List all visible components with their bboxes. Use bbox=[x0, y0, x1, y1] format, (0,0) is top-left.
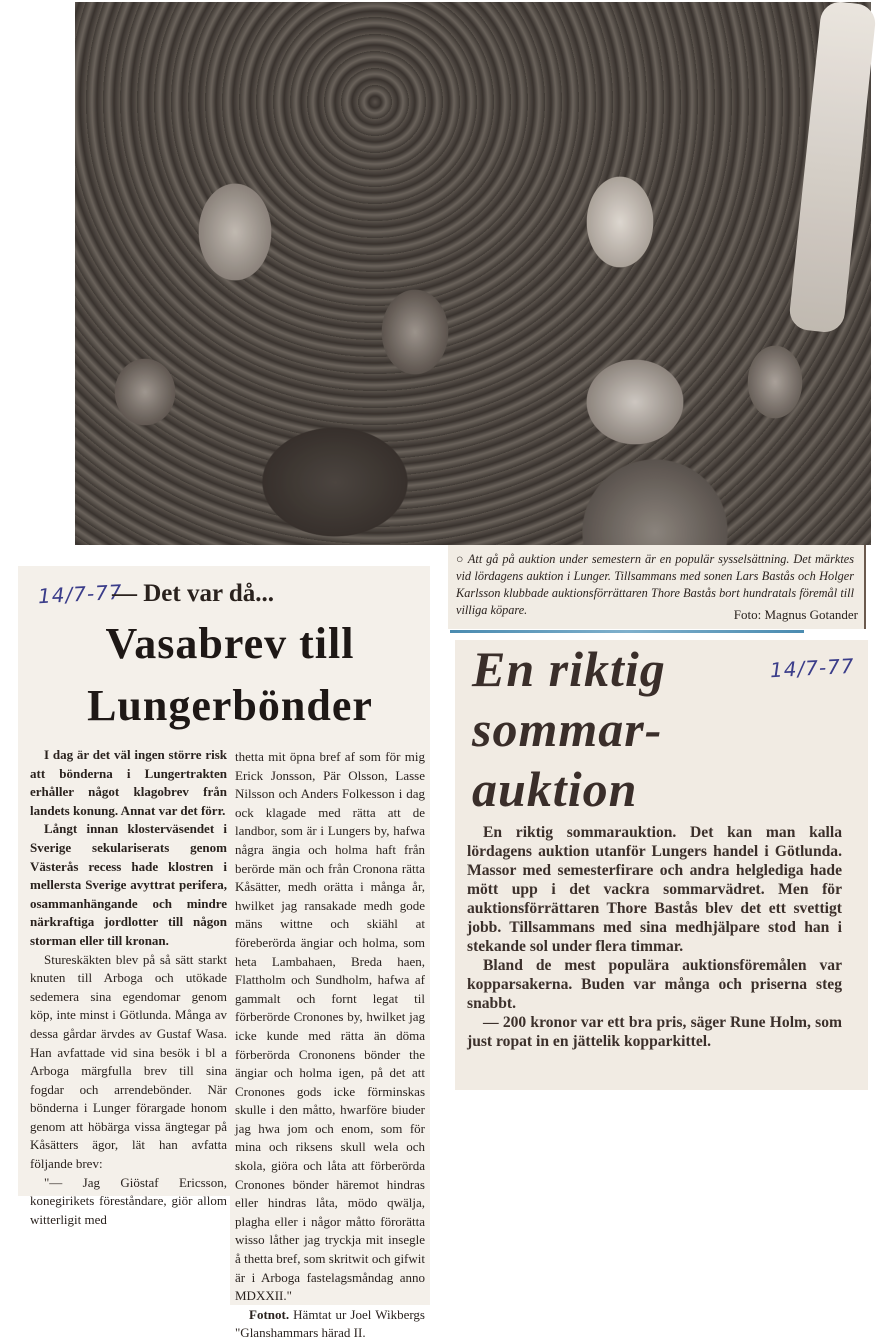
handwritten-date: 14/7-77 bbox=[769, 653, 856, 683]
headline-line-2: Lungerbönder bbox=[87, 681, 373, 730]
paragraph: En riktig sommarauktion. Det kan man kalla lördagens auktion utanför Lungers handel i Götlunda. Massor med semesterfirare och andra helglediga hade mött upp i det vackra sommarvädret. Men för auktionsförrättaren Thore Bastås blev det ett svettigt jobb. Tillsammans med sina medhjälpare stod han i stekande sol under flera timmar. bbox=[467, 824, 842, 955]
paragraph: thetta mit öpna bref af som för mig Erick Jonsson, Pär Olsson, Lasse Nilsson och Anders Folkesson i dag ock klagade med rätta att de landbor, som är i Lungers by, hafwa några ängia och holma haft från berörde män och från Cronona rätta Kåsätter, medh orätta i många år, hwilket jag ransakade medh gode mäns wittne och skiähl at föreberörda ängiar och holma, som heta Lambahaen, Breda haen, Flattholm och Sundholm, hafwa af gammalt och fornt legat til förberörde Cronones by, hwilket jag icke kunde med rätta än döma förberörda Crononens bönder the ängiar och holma igen, på det att Cronones gods icke förminskas skulle i den måtto, hwarföre biuder jag hwa jom och enom, som för mina och riksens skull wela och skola, giöra och låta att förberörda Cronones bönder häremot hindras eller hindras låta, mödo qwälja, plagha eller i någor måtto förorätta wisso låther jag tryckja mit insegle å thetta bref, som skritwit och gifwit är i Arboga fastelagsmåndag anno MDXXII." bbox=[235, 749, 425, 1304]
footnote: Hämtat ur Joel Wikbergs "Glanshammars härad II. bbox=[235, 1306, 425, 1341]
divider bbox=[450, 630, 804, 633]
article-body bbox=[467, 823, 842, 1051]
paragraph: I dag är det väl ingen större risk att bönderna i Lungertrakten erhåller något klagobrev från landets konung. Annat var det förr. bbox=[30, 747, 227, 818]
auction-photo bbox=[75, 2, 871, 545]
article-column-1 bbox=[30, 746, 227, 1229]
paragraph: Stureskäkten blev på så sätt starkt knuten till Arboga och utökade sedemera sina egendomar genom köp, inte minst i Götlunda. Många av dessa gårdar ärvdes av Gustaf Wasa. Han avfattade vid sina besök i bl a Arboga märgfulla brev till sina fogdar och arrendebönder. När bönderna i Lunger förargade honom genom att höbärga vissa ängtegar på Kåsätters ägor, lät han avfatta följande brev: bbox=[30, 951, 227, 1172]
paragraph: — 200 kronor var ett bra pris, säger Rune Holm, som just ropat in en jättelik kopparkittel. bbox=[467, 1014, 842, 1050]
caption-text: Att gå på auktion under semestern är en populär sysselsättning. Det märktes vid lördagens auktion i Lunger. Tillsammans med sonen Lars Bastås och Holger Karlsson klubbade auktionsförrättaren Thore Bastås bort hundratals föremål till villiga köpare. bbox=[456, 552, 854, 617]
photo-credit: Foto: Magnus Gotander bbox=[733, 607, 858, 622]
headline-line-1: Vasabrev till bbox=[105, 619, 355, 668]
headline-line-1: En riktig bbox=[472, 641, 666, 697]
photo-caption bbox=[448, 545, 866, 629]
article-kicker: — Det var då... bbox=[112, 580, 275, 607]
raised-arm bbox=[788, 0, 877, 334]
paragraph: Långt innan klosterväsendet i Sverige sekulariserats genom Västerås recess hade klostren i mellersta Sverige avyttrat perifera, osammanhängande och mindre närkraftiga jordlotter till någon storman eller till kronan. bbox=[30, 821, 227, 948]
paragraph: "— Jag Giöstaf Ericsson, konegirikets föreståndare, giör allom witterligit med bbox=[30, 1174, 227, 1227]
handwritten-date: 14/7-77 bbox=[37, 579, 124, 609]
caption-marker: ○ bbox=[456, 552, 465, 566]
paragraph: Bland de mest populära auktionsföremålen var kopparsakerna. Buden var många och priserna steg snabbt. bbox=[467, 957, 842, 1012]
article-column-2 bbox=[235, 748, 425, 1343]
headline-line-2: sommar- bbox=[472, 701, 663, 757]
footnote-label: Fotnot. bbox=[249, 1306, 290, 1322]
headline-line-3: auktion bbox=[472, 761, 638, 817]
